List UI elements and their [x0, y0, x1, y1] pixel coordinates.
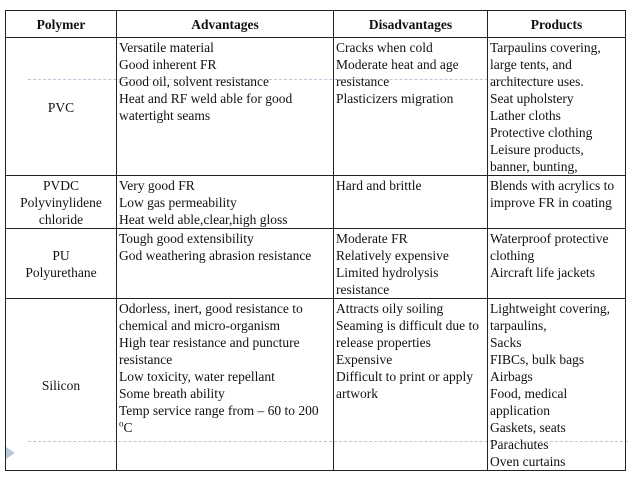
- advantage-line: Good inherent FR: [119, 57, 217, 72]
- advantage-line: High tear resistance and puncture: [119, 335, 300, 350]
- disadvantages-cell: [334, 299, 488, 471]
- polymer-name: PU: [52, 248, 70, 263]
- polymer-cell: [6, 38, 117, 176]
- disadvantage-line: Relatively expensive: [336, 248, 449, 263]
- products-cell: [488, 176, 626, 229]
- polymer-name: Polyvinylidene: [20, 195, 102, 210]
- advantage-line: resistance: [119, 352, 173, 367]
- product-line: Oven curtains: [490, 454, 566, 469]
- advantage-line: Heat and RF weld able for good: [119, 91, 293, 106]
- disadvantage-line: Difficult to print or apply: [336, 369, 473, 384]
- header-disadvantages: Disadvantages: [334, 11, 488, 38]
- disadvantage-line: Seaming is difficult due to: [336, 318, 479, 333]
- polymer-name: PVDC: [42, 178, 79, 193]
- product-line: Food, medical: [490, 386, 568, 401]
- advantage-line: Very good FR: [119, 178, 195, 193]
- product-line: tarpaulins,: [490, 318, 547, 333]
- polymer-name: Polyurethane: [25, 265, 97, 280]
- product-line: Tarpaulins covering,: [490, 40, 601, 55]
- advantage-line: Temp service range from – 60 to 200: [119, 403, 319, 418]
- product-line: Lightweight covering,: [490, 301, 610, 316]
- header-row: [6, 11, 626, 38]
- polymer-comparison-table: [5, 10, 626, 471]
- disadvantages-cell: [334, 176, 488, 229]
- polymer-name: PVC: [47, 99, 75, 115]
- products-cell: [488, 299, 626, 471]
- product-line: banner, bunting,: [490, 159, 578, 174]
- product-line: clothing: [490, 248, 535, 263]
- product-line: large tents, and: [490, 57, 572, 72]
- polymer-name: Silicon: [41, 377, 81, 393]
- product-line: application: [490, 403, 550, 418]
- advantages-cell: [117, 38, 334, 176]
- header-advantages: Advantages: [117, 11, 334, 38]
- advantage-line: Heat weld able,clear,high gloss: [119, 212, 288, 227]
- product-line: Parachutes: [490, 437, 549, 452]
- product-line: Gaskets, seats: [490, 420, 566, 435]
- degree-superscript: o: [119, 418, 124, 429]
- disadvantage-line: Expensive: [336, 352, 393, 367]
- table-row-pvdc: [6, 176, 626, 229]
- advantages-cell: [117, 299, 334, 471]
- polymer-cell: [6, 229, 117, 299]
- table-row-pvc: [6, 38, 626, 176]
- advantages-cell: [117, 229, 334, 299]
- polymer-cell: [6, 176, 117, 229]
- advantage-line: Low gas permeability: [119, 195, 237, 210]
- advantage-line: watertight seams: [119, 108, 211, 123]
- disadvantage-line: Moderate FR: [336, 231, 408, 246]
- product-line: FIBCs, bulk bags: [490, 352, 585, 367]
- advantage-line: God weathering abrasion resistance: [119, 248, 312, 263]
- product-line: Aircraft life jackets: [490, 265, 595, 280]
- celsius-letter: C: [123, 420, 133, 435]
- disadvantage-line: resistance: [336, 74, 390, 89]
- disadvantages-cell: [334, 229, 488, 299]
- advantage-line: Good oil, solvent resistance: [119, 74, 269, 89]
- disadvantage-line: Attracts oily soiling: [336, 301, 444, 316]
- product-line: Seat upholstery: [490, 91, 574, 106]
- table-row-pu: [6, 229, 626, 299]
- product-line: Airbags: [490, 369, 533, 384]
- advantage-line: chemical and micro-organism: [119, 318, 280, 333]
- disadvantage-line: Cracks when cold: [336, 40, 433, 55]
- disadvantage-line: Hard and brittle: [336, 178, 422, 193]
- disadvantage-line: Limited hydrolysis: [336, 265, 439, 280]
- disadvantage-line: release properties: [336, 335, 431, 350]
- product-line: Leisure products,: [490, 142, 584, 157]
- header-polymer: Polymer: [6, 11, 117, 38]
- disadvantage-line: Moderate heat and age: [336, 57, 459, 72]
- product-line: Lather cloths: [490, 108, 561, 123]
- products-cell: [488, 229, 626, 299]
- product-line: Blends with acrylics to: [490, 178, 615, 193]
- disadvantage-line: resistance: [336, 282, 390, 297]
- polymer-name: chloride: [38, 212, 84, 227]
- product-line: Protective clothing: [490, 125, 593, 140]
- advantage-line: Tough good extensibility: [119, 231, 254, 246]
- table-row-silicon: [6, 299, 626, 471]
- polymer-cell: [6, 299, 117, 471]
- advantages-cell: [117, 176, 334, 229]
- advantage-line: Odorless, inert, good resistance to: [119, 301, 303, 316]
- disadvantage-line: artwork: [336, 386, 378, 401]
- disadvantages-cell: [334, 38, 488, 176]
- temperature-unit: [119, 419, 331, 436]
- advantage-line: Some breath ability: [119, 386, 225, 401]
- product-line: architecture uses.: [490, 74, 584, 89]
- advantage-line: Low toxicity, water repellant: [119, 369, 275, 384]
- header-products: Products: [488, 11, 626, 38]
- product-line: Sacks: [490, 335, 522, 350]
- products-cell: [488, 38, 626, 176]
- product-line: improve FR in coating: [490, 195, 612, 210]
- disadvantage-line: Plasticizers migration: [336, 91, 454, 106]
- product-line: Waterproof protective: [490, 231, 609, 246]
- advantage-line: Versatile material: [119, 40, 214, 55]
